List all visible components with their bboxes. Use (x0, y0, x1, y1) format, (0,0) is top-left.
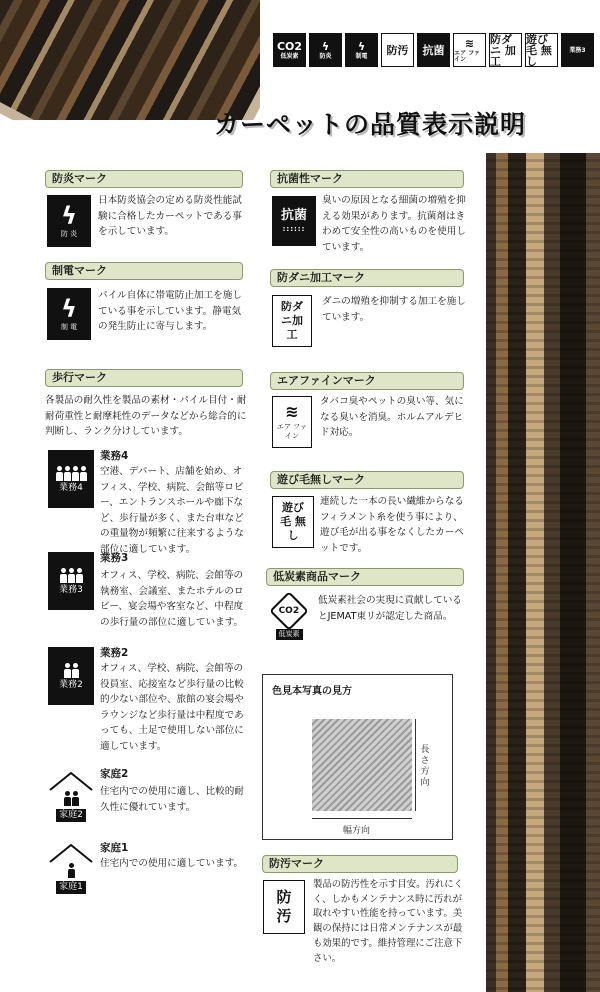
hokou-intro: 各製品の耐久性を製品の素材・パイル目付・耐耐荷重性と耐摩耗性のデータなどから総合的に判断し、ランク分けしています。 (45, 395, 247, 437)
flame-retardant-icon: ϟ 防 炎 (47, 195, 91, 247)
airfine-icon: ≋ エア ファイン (453, 33, 486, 67)
section-title-koukin: 抗菌性マーク (270, 170, 464, 188)
antistatic-icon: ϟ 制 電 (47, 288, 91, 340)
carpet-swatch (312, 719, 412, 811)
level-text: 住宅内での使用に適しています。 (100, 858, 244, 869)
section-title-bodani: 防ダニ加工マーク (270, 269, 464, 287)
carpet-photo-top (0, 0, 260, 120)
commercial4-icon: 業務4 (48, 450, 94, 508)
static-icon: ϟ 制電 (345, 33, 378, 67)
bouen-text: 日本防炎協会の定める防炎性能試験に合格したカーペットである事を示しています。 (98, 195, 242, 237)
bodani-text: ダニの増殖を抑制する加工を施しています。 (322, 296, 466, 323)
teitanso-text: 低炭素社会の実現に貢献しているとJEMAT東リが認定した商品。 (318, 595, 462, 622)
seiden-text: パイル自体に帯電防止加工を施している事を示しています。静電気の発生防止に寄与します。 (98, 290, 242, 332)
bouo-text: 製品の防汚性を示す目安。汚れにくく、しかもメンテナンス時に汚れが取れやすい性能を持っています。美観の保持には日常メンテナンスが最も効果的です。維持管理にご注意下さい。 (313, 879, 464, 964)
width-direction-label: 幅方向 (343, 826, 371, 836)
level-label: 業務4 (100, 450, 129, 462)
section-title-seiden: 制電マーク (45, 262, 243, 280)
section-title-bouo: 防汚マーク (262, 855, 458, 873)
level-text: 空港、デパート、店舗を始め、オフィス、学校、病院、会館等ロビー、エントランスホールや廊下など、歩行量が多く、また台車などの重量物が頻繁に往来するような部位に適しています。 (100, 466, 244, 555)
carpet-photo-side (486, 153, 600, 992)
air-fine-icon: ≋ エア ファイン (272, 396, 312, 448)
level-label: 業務2 (100, 647, 129, 659)
co2-icon: CO2 低炭素 (273, 33, 306, 67)
antibacterial-icon: 抗菌 :::::: (272, 196, 316, 246)
length-arrow (415, 719, 416, 811)
section-title-teitanso: 低炭素商品マーク (266, 568, 464, 586)
color-sample-guide (262, 674, 453, 840)
antibacterial-icon: 抗菌 (417, 33, 450, 67)
level-label: 家庭1 (100, 842, 129, 854)
section-title-asobige: 遊び毛無しマーク (270, 471, 464, 489)
fire-icon: ϟ 防炎 (309, 33, 342, 67)
nopill-icon: 遊び 毛 無し (525, 33, 558, 67)
commercial3-icon: 業務3 (48, 552, 94, 610)
length-direction-label: 長さ方向 (420, 745, 430, 788)
low-carbon-icon: CO2 低炭素 (268, 591, 310, 645)
page-title: カーペットの品質表示説明 (214, 110, 527, 139)
section-title-bouen: 防炎マーク (45, 170, 243, 188)
home1-icon: 家庭1 (48, 838, 94, 898)
asobige-text: 連続した一本の長い繊維からなるフィラメント糸を使う事により、遊び毛が出る事をなくしたカーペットです。 (320, 496, 464, 554)
section-title-airfine: エアファインマーク (270, 372, 464, 390)
width-arrow (312, 818, 412, 819)
icon-bar (273, 33, 594, 67)
commercial-icon: 業務3 (561, 33, 594, 67)
level-text: オフィス、学校、病院、会館等の役員室、応接室など歩行量の比較的少ない部位や、旅館の宴会場やラウンジなど歩行量は中程度であっても、土足で使用しない部位に適しています。 (100, 663, 244, 752)
level-label: 業務3 (100, 552, 129, 564)
level-text: オフィス、学校、病院、会館等の執務室、会議室、またホテルのロビー、宴会場や客室など、中程度の歩行量の部位に適しています。 (100, 570, 244, 628)
section-title-hokou: 歩行マーク (45, 369, 243, 387)
level-label: 家庭2 (100, 768, 129, 780)
anti-mite-icon: 防ダニ加工 (272, 295, 312, 347)
stain-icon: 防汚 (381, 33, 414, 67)
anti-stain-icon: 防 汚 (263, 880, 305, 934)
commercial2-icon: 業務2 (48, 647, 94, 705)
home2-icon: 家庭2 (48, 766, 94, 826)
airfine-text: タバコ臭やペットの臭い等、気になる臭いを消臭。ホルムアルデヒド対応。 (320, 396, 464, 438)
no-fluff-icon: 遊び 毛 無し (272, 496, 314, 548)
photo-guide-title: 色見本写真の見方 (272, 686, 352, 697)
koukin-text: 臭いの原因となる細菌の増殖を抑える効果があります。抗菌剤はきわめて安全性の高いものを使用しています。 (322, 195, 466, 253)
mite-icon: 防ダニ 加工 (489, 33, 522, 67)
level-text: 住宅内での使用に適し、比較的耐久性に優れています。 (100, 786, 244, 813)
